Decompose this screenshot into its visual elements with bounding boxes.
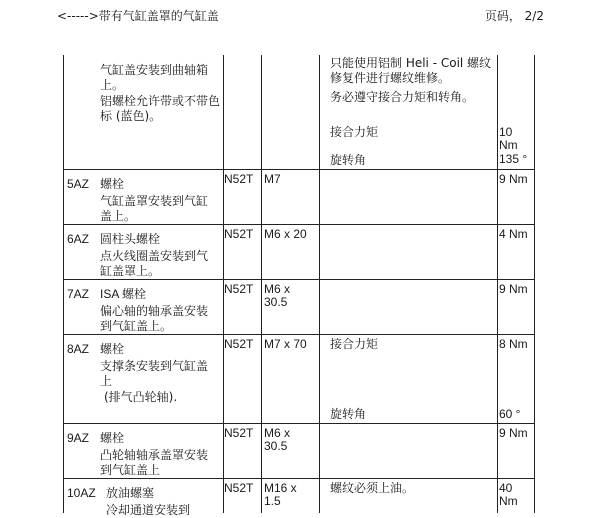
joining-torque-label: 接合力矩 [330, 125, 379, 139]
torque-unit: Nm [499, 138, 518, 152]
engine-code: N52T [224, 481, 254, 495]
torque-value: 40 [499, 481, 513, 495]
engine-code: N52T [224, 227, 254, 241]
column-divider [497, 55, 498, 513]
row-divider [63, 478, 534, 479]
item-name: 螺栓 [100, 177, 125, 191]
item-number: 8AZ [67, 342, 90, 356]
item-name: ISA 螺栓 [100, 287, 147, 301]
row-divider [63, 334, 534, 335]
engine-code: N52T [224, 172, 254, 186]
item-description: 气缸盖罩安装到气缸盖上。 [100, 194, 209, 223]
torque-value: 4 Nm [499, 227, 528, 241]
repair-note: 务必遵守接合力矩和转角。 [330, 90, 475, 104]
item-description: 冷却通道安装到 [106, 503, 191, 517]
thread-size-cont: 1.5 [264, 494, 281, 508]
component-description: 铝螺栓允许带或不带色标 (蓝色)。 [100, 94, 221, 123]
rotation-angle-label: 旋转角 [330, 407, 367, 421]
document-title: <----->带有气缸盖罩的气缸盖 [57, 9, 219, 23]
item-name: 放油螺塞 [106, 486, 155, 500]
thread-size: M7 [264, 172, 281, 186]
repair-note: 只能使用铝制 Heli - Coil 螺纹修复件进行螺纹维修。 [330, 56, 492, 85]
torque-value: 9 Nm [499, 172, 528, 186]
page-number: 页码， 2/2 [484, 9, 544, 23]
engine-code: N52T [224, 282, 254, 296]
item-name: 螺栓 [100, 342, 125, 356]
angle-value: 60 ° [499, 407, 521, 421]
thread-size-cont: 30.5 [264, 439, 288, 453]
rotation-angle-label: 旋转角 [330, 153, 367, 167]
item-number: 9AZ [67, 431, 90, 445]
item-name: 圆柱头螺栓 [100, 232, 161, 246]
row-divider [63, 423, 534, 424]
thread-size: M6 x [264, 426, 291, 440]
row-divider [63, 224, 534, 225]
thread-size: M7 x 70 [264, 337, 307, 351]
item-description-cont: (排气凸轮轴). [104, 390, 178, 404]
torque-value: 9 Nm [499, 282, 528, 296]
joining-torque-label: 接合力矩 [330, 337, 379, 351]
item-number: 7AZ [67, 287, 90, 301]
item-number: 10AZ [67, 486, 96, 500]
table-border-right [534, 55, 535, 513]
thread-size: M16 x [264, 481, 297, 495]
row-divider [63, 279, 534, 280]
angle-value: 135 ° [499, 152, 528, 166]
engine-code: N52T [224, 337, 254, 351]
item-description: 点火线圈盖安装到气缸盖罩上。 [100, 249, 209, 278]
thread-note: 螺纹必须上油。 [330, 481, 415, 495]
component-description: 气缸盖安装到曲轴箱上。 [100, 63, 209, 92]
torque-value: 10 [499, 125, 513, 139]
torque-value: 9 Nm [499, 426, 528, 440]
item-description: 凸轮轴轴承盖罩安装到气缸盖上 [100, 448, 209, 477]
engine-code: N52T [224, 426, 254, 440]
column-divider [261, 55, 262, 513]
thread-size-cont: 30.5 [264, 295, 288, 309]
item-number: 6AZ [67, 232, 90, 246]
torque-value: 8 Nm [499, 337, 528, 351]
thread-size: M6 x [264, 282, 291, 296]
row-divider [63, 169, 534, 170]
column-divider [319, 55, 320, 513]
item-name: 螺栓 [100, 431, 125, 445]
item-description: 偏心轴的轴承盖安装到气缸盖上。 [100, 304, 209, 333]
torque-unit: Nm [499, 494, 518, 508]
item-description: 支撑条安装到气缸盖上 [100, 359, 209, 388]
table-border-left [63, 55, 64, 513]
thread-size: M6 x 20 [264, 227, 307, 241]
item-number: 5AZ [67, 177, 90, 191]
